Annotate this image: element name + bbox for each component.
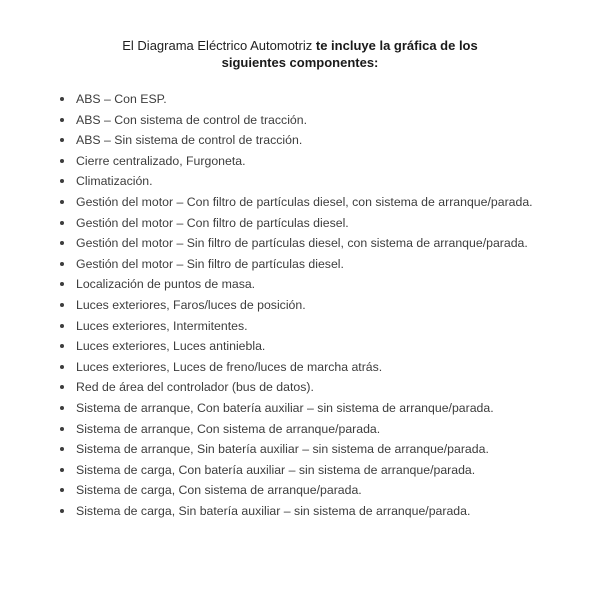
bullet-icon	[60, 447, 64, 451]
list-item-text: ABS – Con ESP.	[76, 92, 167, 106]
list-item	[56, 192, 586, 213]
list-item-text: ABS – Sin sistema de control de tracción.	[76, 133, 303, 148]
bullet-icon	[60, 468, 64, 472]
list-item	[56, 316, 586, 337]
component-list	[56, 89, 586, 521]
list-item-text: Gestión del motor – Con filtro de partículas diesel, con sistema de arranque/parada.	[76, 194, 533, 209]
heading-plain-text: El Diagrama Eléctrico Automotriz	[122, 38, 313, 53]
bullet-icon	[60, 488, 64, 492]
list-item	[56, 89, 586, 110]
bullet-icon	[60, 427, 64, 431]
list-item	[56, 460, 586, 481]
list-item-text: Localización de puntos de masa.	[76, 277, 256, 292]
list-item-text: Luces exteriores, Faros/luces de posición.	[76, 297, 306, 312]
list-item	[56, 171, 586, 192]
bullet-icon	[60, 385, 64, 389]
list-item	[56, 110, 586, 131]
list-item	[56, 213, 586, 234]
bullet-icon	[60, 97, 64, 101]
bullet-icon	[60, 406, 64, 410]
list-item-text: Sistema de arranque, Sin batería auxiliar – sin sistema de arranque/parada.	[76, 442, 489, 457]
bullet-icon	[60, 179, 64, 183]
list-item-text: Gestión del motor – Con filtro de partículas diesel.	[76, 215, 349, 230]
list-item-text: Sistema de carga, Con batería auxiliar – sin sistema de arranque/parada.	[76, 462, 476, 477]
list-item	[56, 439, 586, 460]
bullet-icon	[60, 241, 64, 245]
bullet-icon	[60, 509, 64, 513]
list-item-text: Sistema de carga, Con sistema de arranque/parada.	[76, 483, 362, 498]
heading-bold-text: te incluye la gráfica de los siguientes componentes:	[221, 38, 478, 70]
list-item	[56, 130, 586, 151]
list-item-text: Sistema de arranque, Con sistema de arranque/parada.	[76, 421, 381, 436]
list-item	[56, 233, 586, 254]
list-item	[56, 254, 586, 275]
list-item	[56, 274, 586, 295]
list-item	[56, 377, 586, 398]
list-item-text: Gestión del motor – Sin filtro de partículas diesel, con sistema de arranque/parada.	[76, 236, 528, 251]
list-item-text: Sistema de arranque, Con batería auxiliar – sin sistema de arranque/parada.	[76, 400, 494, 415]
list-item	[56, 151, 586, 172]
list-item-text: Climatización.	[76, 174, 153, 189]
list-item	[56, 501, 586, 522]
bullet-icon	[60, 159, 64, 163]
list-item	[56, 419, 586, 440]
list-item	[56, 357, 586, 378]
list-item	[56, 398, 586, 419]
bullet-icon	[60, 200, 64, 204]
list-item	[56, 480, 586, 501]
list-item-text: Sistema de carga, Sin batería auxiliar – sin sistema de arranque/parada.	[76, 503, 471, 518]
list-item-text: ABS – Con sistema de control de tracción.	[76, 112, 308, 127]
bullet-icon	[60, 118, 64, 122]
list-item	[56, 295, 586, 316]
bullet-icon	[60, 262, 64, 266]
bullet-icon	[60, 221, 64, 225]
bullet-icon	[60, 138, 64, 142]
bullet-icon	[60, 324, 64, 328]
list-item-text: Cierre centralizado, Furgoneta.	[76, 153, 246, 168]
bullet-icon	[60, 365, 64, 369]
bullet-icon	[60, 303, 64, 307]
bullet-icon	[60, 282, 64, 286]
list-item-text: Luces exteriores, Intermitentes.	[76, 318, 248, 333]
list-item-text: Gestión del motor – Sin filtro de partículas diesel.	[76, 256, 344, 271]
bullet-icon	[60, 344, 64, 348]
list-item	[56, 336, 586, 357]
list-item-text: Red de área del controlador (bus de datos).	[76, 380, 314, 395]
intro-heading	[90, 37, 510, 71]
list-item-text: Luces exteriores, Luces antiniebla.	[76, 339, 266, 354]
list-item-text: Luces exteriores, Luces de freno/luces de marcha atrás.	[76, 359, 383, 374]
